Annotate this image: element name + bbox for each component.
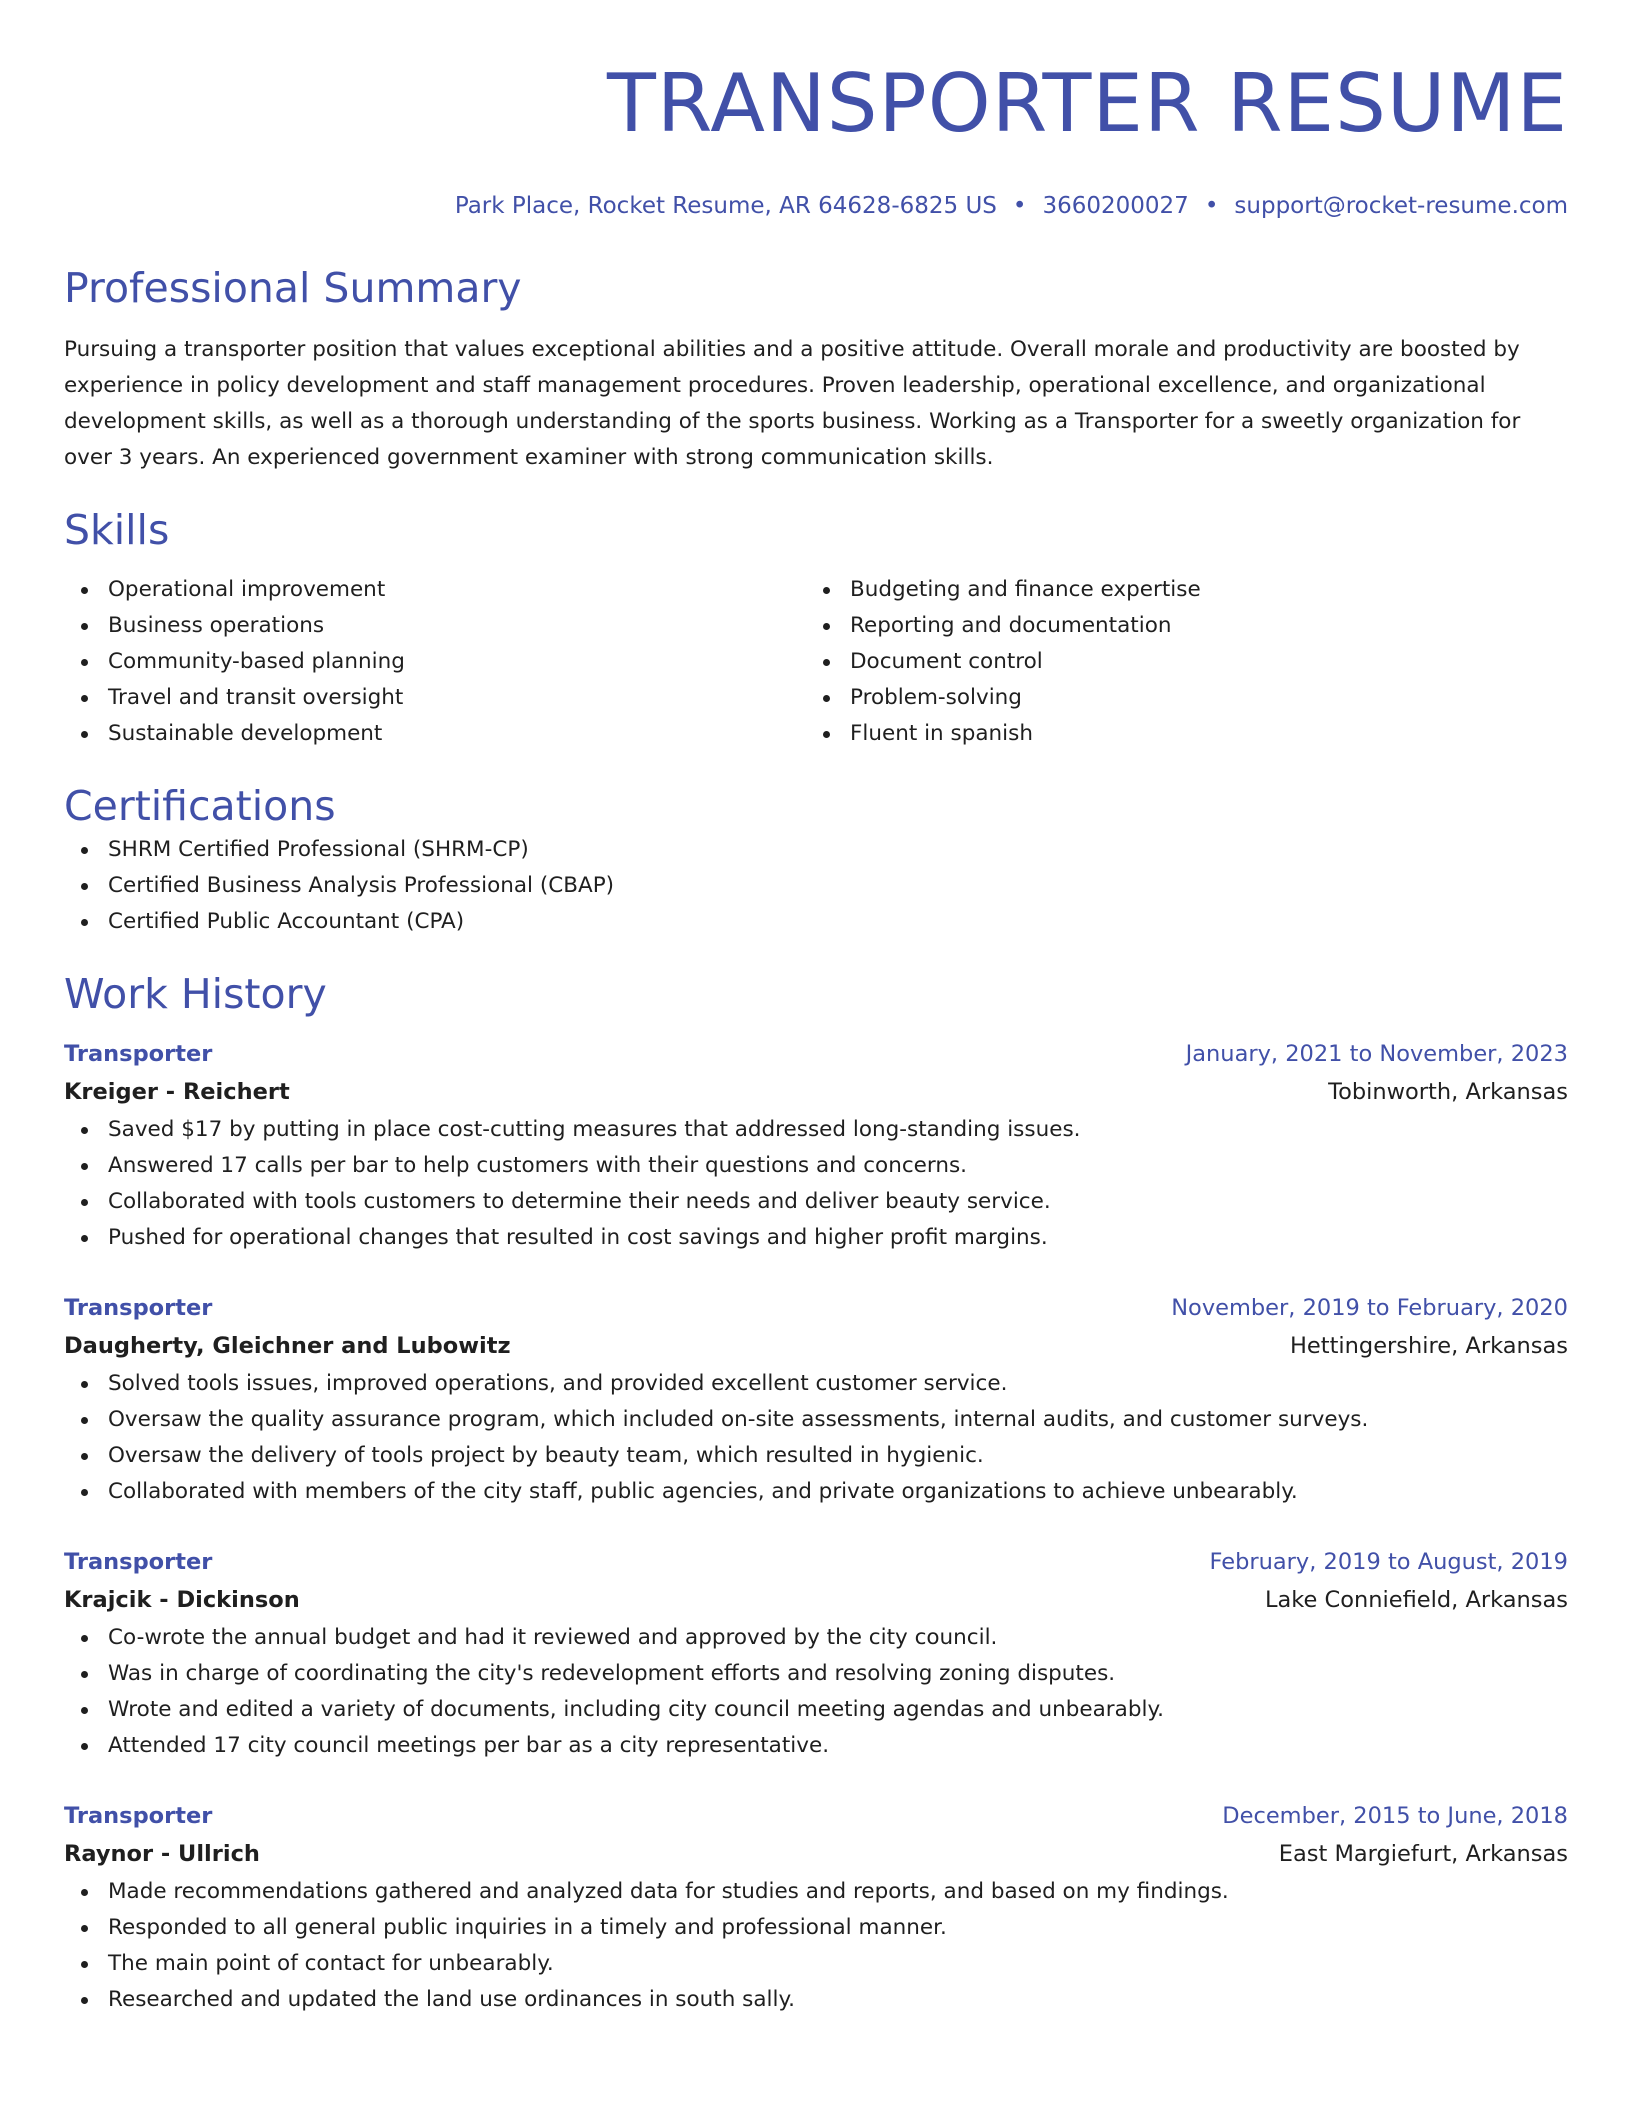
bullet-dot: [81, 1671, 88, 1678]
bullet-dot: [81, 1925, 88, 1932]
job-bullet: [64, 1438, 1568, 1474]
job-bullet-text: Wrote and edited a variety of documents, including city council meeting agendas and unbearably.: [108, 1697, 1164, 1722]
job-entry: [64, 1544, 1568, 1764]
skill-label: Operational improvement: [108, 577, 386, 602]
skill-item: [806, 572, 1548, 608]
skill-item: [64, 680, 806, 716]
bullet-dot: [81, 1417, 88, 1424]
job-company-row: [64, 1834, 1568, 1874]
job-bullet-text: Collaborated with tools customers to determine their needs and deliver beauty service.: [108, 1189, 1051, 1214]
contact-phone: 3660200027: [1042, 193, 1189, 219]
job-bullet-text: Co-wrote the annual budget and had it reviewed and approved by the city council.: [108, 1625, 998, 1650]
job-bullet: [64, 1946, 1568, 1982]
skill-item: [806, 716, 1548, 752]
job-entry: [64, 1290, 1568, 1510]
job-bullet-text: Made recommendations gathered and analyzed data for studies and reports, and based on my findings.: [108, 1879, 1229, 1904]
bullet-dot: [81, 1707, 88, 1714]
job-bullet-text: Attended 17 city council meetings per bar as a city representative.: [108, 1733, 830, 1758]
bullet-dot: [81, 1889, 88, 1896]
certification-item: [64, 868, 1568, 904]
job-company-row: [64, 1580, 1568, 1620]
skill-item: [806, 644, 1548, 680]
job-bullet-text: Pushed for operational changes that resulted in cost savings and higher profit margins.: [108, 1225, 1048, 1250]
skill-item: [64, 572, 806, 608]
bullet-dot: [81, 587, 88, 594]
job-dates: February, 2019 to August, 2019: [1209, 1549, 1568, 1575]
skill-label: Fluent in spanish: [850, 721, 1033, 746]
job-bullet: [64, 1728, 1568, 1764]
job-title: Transporter: [64, 1803, 213, 1829]
job-header-row: [64, 1544, 1568, 1580]
certification-label: SHRM Certified Professional (SHRM-CP): [108, 837, 529, 862]
bullet-dot: [823, 731, 830, 738]
job-bullet: [64, 1620, 1568, 1656]
bullet-dot: [823, 623, 830, 630]
skill-label: Travel and transit oversight: [108, 685, 404, 710]
job-bullet-text: Saved $17 by putting in place cost-cutting measures that addressed long-standing issues.: [108, 1117, 1081, 1142]
skills-list-right: [806, 572, 1548, 752]
skills-grid: [64, 572, 1568, 752]
skill-item: [64, 716, 806, 752]
job-bullet: [64, 1982, 1568, 2018]
job-header-row: [64, 1036, 1568, 1072]
bullet-dot: [823, 587, 830, 594]
bullet-dot: [81, 1381, 88, 1388]
bullet-dot: [81, 1163, 88, 1170]
contact-separator: •: [1204, 193, 1219, 219]
bullet-dot: [81, 659, 88, 666]
certification-label: Certified Business Analysis Professional (CBAP): [108, 873, 615, 898]
bullet-dot: [81, 695, 88, 702]
bullet-dot: [823, 659, 830, 666]
bullet-dot: [81, 919, 88, 926]
job-bullet: [64, 1112, 1568, 1148]
job-bullet-text: Solved tools issues, improved operations, and provided excellent customer service.: [108, 1371, 1008, 1396]
skill-label: Document control: [850, 649, 1043, 674]
skill-label: Sustainable development: [108, 721, 383, 746]
certification-item: [64, 904, 1568, 940]
job-bullet-text: Oversaw the quality assurance program, which included on-site assessments, internal audits, and customer surveys.: [108, 1407, 1369, 1432]
work-history-heading: Work History: [64, 970, 327, 1018]
job-title: Transporter: [64, 1549, 213, 1575]
job-bullet-text: Responded to all general public inquiries in a timely and professional manner.: [108, 1915, 947, 1940]
job-bullet: [64, 1366, 1568, 1402]
job-bullet-text: The main point of contact for unbearably.: [108, 1951, 554, 1976]
job-bullets: [64, 1112, 1568, 1256]
job-bullet-text: Was in charge of coordinating the city's redevelopment efforts and resolving zoning disputes.: [108, 1661, 1116, 1686]
job-company-row: [64, 1072, 1568, 1112]
job-bullet: [64, 1184, 1568, 1220]
bullet-dot: [81, 1453, 88, 1460]
certifications-heading: Certifications: [64, 782, 336, 830]
job-entry: [64, 1798, 1568, 2018]
job-bullet-text: Researched and updated the land use ordinances in south sally.: [108, 1987, 795, 2012]
job-bullet: [64, 1692, 1568, 1728]
skill-label: Community-based planning: [108, 649, 405, 674]
skill-item: [806, 608, 1548, 644]
job-location: Tobinworth, Arkansas: [1328, 1079, 1568, 1105]
summary-text: Pursuing a transporter position that values exceptional abilities and a positive attitude. Overall morale and productivity are boosted by experience in policy development and staff management procedures. Proven leadership, operational excellence, and organizational development skills, as well as a thorough understanding of the sports business. Working as a Transporter for a sweetly organization for over 3 years. An experienced government examiner with strong communication skills.: [64, 337, 1521, 470]
bullet-dot: [81, 1743, 88, 1750]
job-company: Kreiger - Reichert: [64, 1079, 290, 1105]
bullet-dot: [823, 695, 830, 702]
job-company-row: [64, 1326, 1568, 1366]
job-location: East Margiefurt, Arkansas: [1278, 1841, 1568, 1867]
bullet-dot: [81, 1235, 88, 1242]
job-bullet: [64, 1910, 1568, 1946]
skill-item: [64, 608, 806, 644]
job-company: Raynor - Ullrich: [64, 1841, 260, 1867]
certifications-list: [64, 832, 1568, 940]
job-bullet: [64, 1874, 1568, 1910]
bullet-dot: [81, 731, 88, 738]
job-location: Lake Conniefield, Arkansas: [1264, 1587, 1568, 1613]
job-bullet: [64, 1220, 1568, 1256]
bullet-dot: [81, 1489, 88, 1496]
skill-item: [64, 644, 806, 680]
job-dates: December, 2015 to June, 2018: [1222, 1803, 1568, 1829]
job-company: Daugherty, Gleichner and Lubowitz: [64, 1333, 511, 1359]
bullet-dot: [81, 1997, 88, 2004]
contact-email: support@rocket-resume.com: [1234, 193, 1568, 219]
bullet-dot: [81, 847, 88, 854]
job-bullets: [64, 1874, 1568, 2018]
bullet-dot: [81, 1635, 88, 1642]
bullet-dot: [81, 623, 88, 630]
skill-label: Business operations: [108, 613, 325, 638]
certification-label: Certified Public Accountant (CPA): [108, 909, 465, 934]
skill-label: Reporting and documentation: [850, 613, 1172, 638]
job-company: Krajcik - Dickinson: [64, 1587, 300, 1613]
bullet-dot: [81, 1127, 88, 1134]
job-dates: November, 2019 to February, 2020: [1171, 1295, 1568, 1321]
job-bullet-text: Answered 17 calls per bar to help customers with their questions and concerns.: [108, 1153, 968, 1178]
job-location: Hettingershire, Arkansas: [1290, 1333, 1568, 1359]
skills-column-left: [64, 572, 806, 752]
job-bullet: [64, 1474, 1568, 1510]
job-entry: [64, 1036, 1568, 1256]
skill-label: Problem-solving: [850, 685, 1022, 710]
job-dates: January, 2021 to November, 2023: [1185, 1041, 1568, 1067]
summary-heading: Professional Summary: [64, 264, 522, 312]
contact-line: [64, 190, 1568, 222]
job-bullet-text: Oversaw the delivery of tools project by beauty team, which resulted in hygienic.: [108, 1443, 984, 1468]
job-bullets: [64, 1366, 1568, 1510]
bullet-dot: [81, 1961, 88, 1968]
contact-separator: •: [1012, 193, 1027, 219]
skill-item: [806, 680, 1548, 716]
job-bullet: [64, 1402, 1568, 1438]
job-bullet-text: Collaborated with members of the city staff, public agencies, and private organizations to achieve unbearably.: [108, 1479, 1298, 1504]
job-bullets: [64, 1620, 1568, 1764]
job-header-row: [64, 1798, 1568, 1834]
skill-label: Budgeting and finance expertise: [850, 577, 1201, 602]
bullet-dot: [81, 1199, 88, 1206]
job-bullet: [64, 1656, 1568, 1692]
certification-item: [64, 832, 1568, 868]
job-header-row: [64, 1290, 1568, 1326]
contact-address: Park Place, Rocket Resume, AR 64628-6825 US: [454, 193, 997, 219]
skills-column-right: [806, 572, 1548, 752]
job-bullet: [64, 1148, 1568, 1184]
job-title: Transporter: [64, 1041, 213, 1067]
job-title: Transporter: [64, 1295, 213, 1321]
skills-heading: Skills: [64, 506, 170, 554]
resume-title: TRANSPORTER RESUME: [606, 57, 1568, 150]
bullet-dot: [81, 883, 88, 890]
skills-list-left: [64, 572, 806, 752]
